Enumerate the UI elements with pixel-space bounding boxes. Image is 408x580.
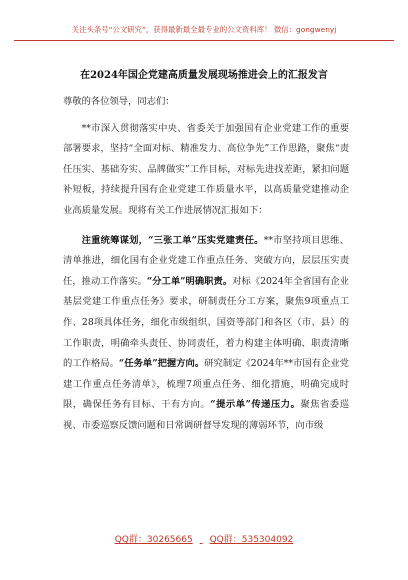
subheading-task: “任务单”把握方向。 (118, 358, 205, 370)
footer (0, 532, 408, 545)
document-title: 在2024年国企党建高质量发展现场推进会上的汇报发言 (80, 70, 328, 81)
header-divider (14, 40, 394, 41)
section-heading: 注重统筹谋划，“三张工单”压实党建责任。 (81, 234, 264, 246)
section-paragraph (63, 231, 349, 437)
header-notice: 关注头条号“公文研究”，获得最新最全最专业的公文资料库！ 微信：gongwenyj (71, 25, 337, 34)
subheading-division: “分工单”明确职责。 (146, 275, 233, 287)
task-text: 研究制定《2024年**市国有企业党建工作重点任务清单》，梳理7项重点任务、细化措施，明确完成时限，确保任务有目标、干有方向。 (63, 358, 349, 411)
footer-qq-group-2[interactable]: QQ群：535304092 (209, 535, 294, 545)
subheading-reminder: “提示单”传递压力。 (210, 399, 301, 411)
greeting: 尊敬的各位领导，同志们： (63, 96, 175, 107)
document-body (63, 92, 349, 446)
intro-paragraph: **市深入贯彻落实中央、省委关于加强国有企业党建工作的重要部署要求，坚持“全面对标、精准发力、高位争先”工作思路，聚焦“责任压实、基础夯实、品牌做实”工作目标，对标先进找差距，紧扣问题补短板，持续提升国有企业党建工作质量水平，以高质量党建推动企业高质量发展。现将有关工作进展情况汇报如下： (63, 122, 349, 216)
division-text: 对标《2024年全省国有企业基层党建工作重点任务》要求，研制责任分工方案，聚焦9项重点工作、28项具体任务，细化市级组织、国资等部门和各区（市、县）的工作职责，明确牵头责任、协同责任，着力构建主体明确、职责清晰的工作格局。 (63, 275, 349, 370)
section-text: **市坚持项目思维、清单推进，细化国有企业党建工作重点任务、突破方向，层层压实责任，推动工作落实。 (63, 234, 349, 287)
footer-qq-group-1[interactable]: QQ群：30265665 (114, 535, 193, 545)
reminder-text: 聚焦省委巡视、市委巡察反馈问题和日常调研督导发现的薄弱环节，向市级 (63, 399, 349, 431)
